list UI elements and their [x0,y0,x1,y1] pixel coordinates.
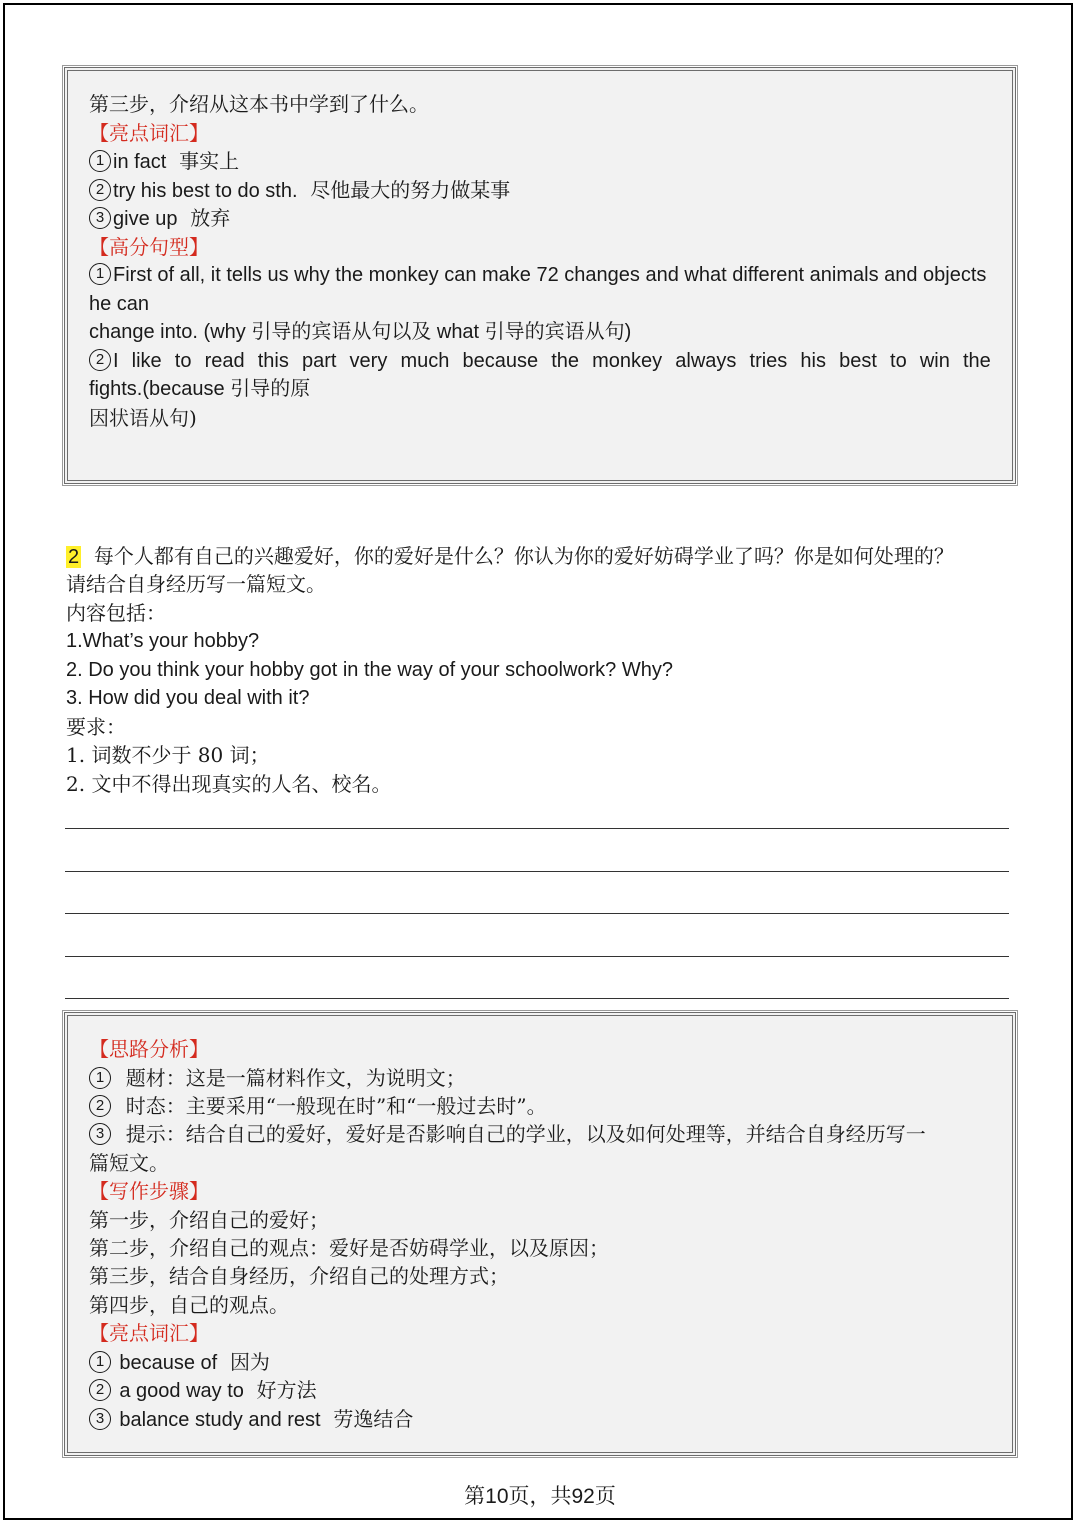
vocab-item: 1 because of 因为 [89,1348,270,1377]
circled-number: 2 [89,1379,111,1401]
vocab-item: 3 balance study and rest 劳逸结合 [89,1405,413,1434]
content-item: 2. Do you think your hobby got in the way of your schoolwork? Why? [66,659,673,681]
vocab-item: 3 give up 放弃 [89,204,230,233]
answer-line[interactable] [65,871,1009,872]
answer-line[interactable] [65,913,1009,914]
content-item: 3. How did you deal with it? [66,687,310,709]
requirement-item: 1. 词数不少于 80 词； [66,743,270,767]
content-label: 内容包括： [66,601,166,625]
answer-line[interactable] [65,956,1009,957]
circled-number: 1 [89,150,111,172]
step-item: 第四步，自己的观点。 [89,1293,289,1317]
vocab-item: 1 in fact 事实上 [89,147,239,176]
requirement-label: 要求： [66,715,126,739]
circled-number: 3 [89,207,111,229]
sentence-heading: 【高分句型】 [89,235,209,259]
circled-number: 2 [89,179,111,201]
circled-number: 1 [89,1067,111,1089]
circled-number: 2 [89,1095,111,1117]
circled-number: 1 [89,1351,111,1373]
analysis-heading: 【思路分析】 [89,1037,209,1061]
answer-line[interactable] [65,828,1009,829]
vocab-heading: 【亮点词汇】 [89,121,209,145]
analysis-continued: 篇短文。 [89,1151,169,1175]
step-item: 第三步，结合自身经历，介绍自己的处理方式； [89,1264,509,1288]
sentence-one-line-3: change into. (why 引导的宾语从句以及 what 引导的宾语从句) [89,321,632,343]
vocab-item: 2 try his best to do sth. 尽他最大的努力做某事 [89,176,510,205]
circled-number: 3 [89,1123,111,1145]
analysis-item: 1 题材：这是一篇材料作文，为说明文； [89,1064,466,1092]
step-item: 第二步，介绍自己的观点：爱好是否妨碍学业，以及原因； [89,1236,609,1260]
analysis-item: 2 时态：主要采用“一般现在时”和“一般过去时”。 [89,1092,547,1120]
sentence-one-line-2: he can [89,293,150,315]
content-item: 1.What’s your hobby? [66,630,260,652]
question-number: 2 [68,546,80,568]
circled-number: 2 [89,349,111,371]
page-number-footer: 第10页，共92页 [464,1485,616,1508]
sentence-two-line-3: 因状语从句) [89,406,197,430]
steps-heading: 【写作步骤】 [89,1179,209,1203]
step-item: 第一步，介绍自己的爱好； [89,1208,329,1232]
question-prompt-line-1: 2 每个人都有自己的兴趣爱好，你的爱好是什么？你认为你的爱好妨碍学业了吗？你是如何处理的？ [68,544,954,568]
question-prompt-line-2: 请结合自身经历写一篇短文。 [66,572,326,596]
vocab-heading: 【亮点词汇】 [89,1321,209,1345]
circled-number: 1 [89,263,111,285]
vocab-item: 2 a good way to 好方法 [89,1376,317,1405]
sentence-one-line-1: 1 First of all, it tells us why the monkey can make 72 changes and what different animals and objects [89,261,986,289]
step-three-text: 第三步，介绍从这本书中学到了什么。 [89,92,429,116]
requirement-item: 2. 文中不得出现真实的人名、校名。 [66,772,392,796]
circled-number: 3 [89,1408,111,1430]
sentence-two-line-2: fights.(because 引导的原 [89,378,311,400]
analysis-item: 3 提示：结合自己的爱好，爱好是否影响自己的学业，以及如何处理等，并结合自身经历写一 [89,1120,926,1148]
answer-line[interactable] [65,998,1009,999]
sentence-two-line-1: 2 I like to read this part very much because the monkey always tries his best to win the [89,347,991,375]
